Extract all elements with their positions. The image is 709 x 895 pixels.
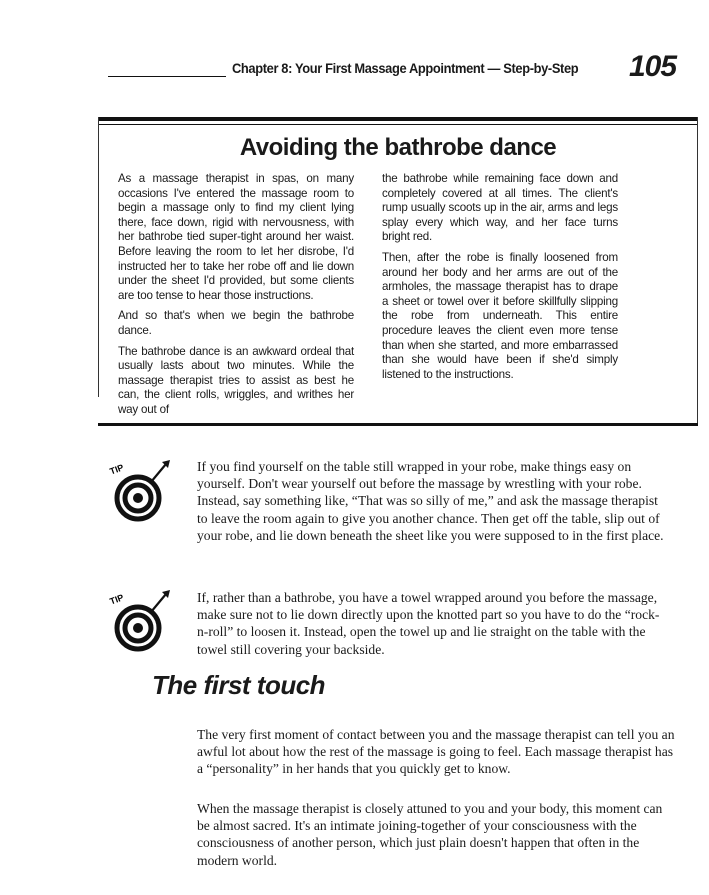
tip-text: If you find yourself on the table still wrapped in your robe, make things easy on yourself. Don't wear yourself out before the massage by wrestling with your robe. Instead, say something like, “That was so silly of me,” and ask the massage therapist to leave the room again to give you another chance. Then get off the table, slip out of your robe, and lie down beneath the sheet like you were supposed to in the first place. (197, 459, 664, 543)
sidebar-paragraph: Then, after the robe is finally loosened from around her body and her arms are out of the armholes, the massage therapist has to drape a sheet or towel over it before skillfully slipping the robe from underneath. This entire procedure leaves the client even more tense than when she started, and more embarrassed than she would have been if she'd simply listened to the instructions. (382, 250, 618, 381)
tip-target-icon (108, 458, 172, 522)
sidebar-title: Avoiding the bathrobe dance (239, 134, 557, 161)
sidebar-top-thin-rule (98, 124, 698, 125)
tip-text: If, rather than a bathrobe, you have a towel wrapped around you before the massage, make sure not to lie down directly upon the knotted part so you have to do the “rock-n-roll” to loosen it. Instead, open the towel up and lie straight on the table with the towel still covering your backside. (197, 590, 660, 657)
page-number: 105 (629, 50, 677, 83)
sidebar-paragraph: As a massage therapist in spas, on many occasions I've entered the massage room to begin a massage only to find my client lying there, face down, rigid with nervousness, with her bathrobe tied super-tight around her waist. Before leaving the room to let her disrobe, I'd instructed her to take her robe off and lie down under the sheet I'd provided, but some clients are too tense to hear those instructions. (118, 172, 354, 302)
header-rule (108, 76, 226, 77)
sidebar-column-right (382, 172, 618, 388)
sidebar-right-rule (697, 117, 698, 425)
sidebar-top-rule (98, 117, 698, 121)
body-paragraph: When the massage therapist is closely attuned to you and your body, this moment can be almost sacred. It's an intimate joining-together of your consciousness with the consciousness of another person, which just plain doesn't happen that often in the modern world. (197, 801, 663, 868)
sidebar-paragraph: And so that's when we begin the bathrobe dance. (118, 309, 354, 337)
tip-label: TIP (108, 462, 126, 477)
sidebar-paragraph: the bathrobe while remaining face down and completely covered at all times. The client's rump usually scoots up in the air, arms and legs splay every which way, and her face turns bright red. (382, 172, 618, 244)
body-paragraph: The very first moment of contact between you and the massage therapist can tell you an awful lot about how the rest of the massage is going to feel. Each massage therapist has a “personality” in her hands that you quickly get to know. (197, 727, 675, 777)
tip-label: TIP (108, 592, 126, 607)
sidebar-paragraph: The bathrobe dance is an awkward ordeal that usually lasts about two minutes. While the massage therapist tries to assist as best he can, the client rolls, wriggles, and writhes her way out of (118, 344, 354, 416)
tip-target-icon (108, 588, 172, 652)
sidebar-column-left (118, 172, 354, 424)
running-head: Chapter 8: Your First Massage Appointment — Step-by-Step (232, 60, 579, 76)
section-heading: The first touch (152, 670, 326, 700)
